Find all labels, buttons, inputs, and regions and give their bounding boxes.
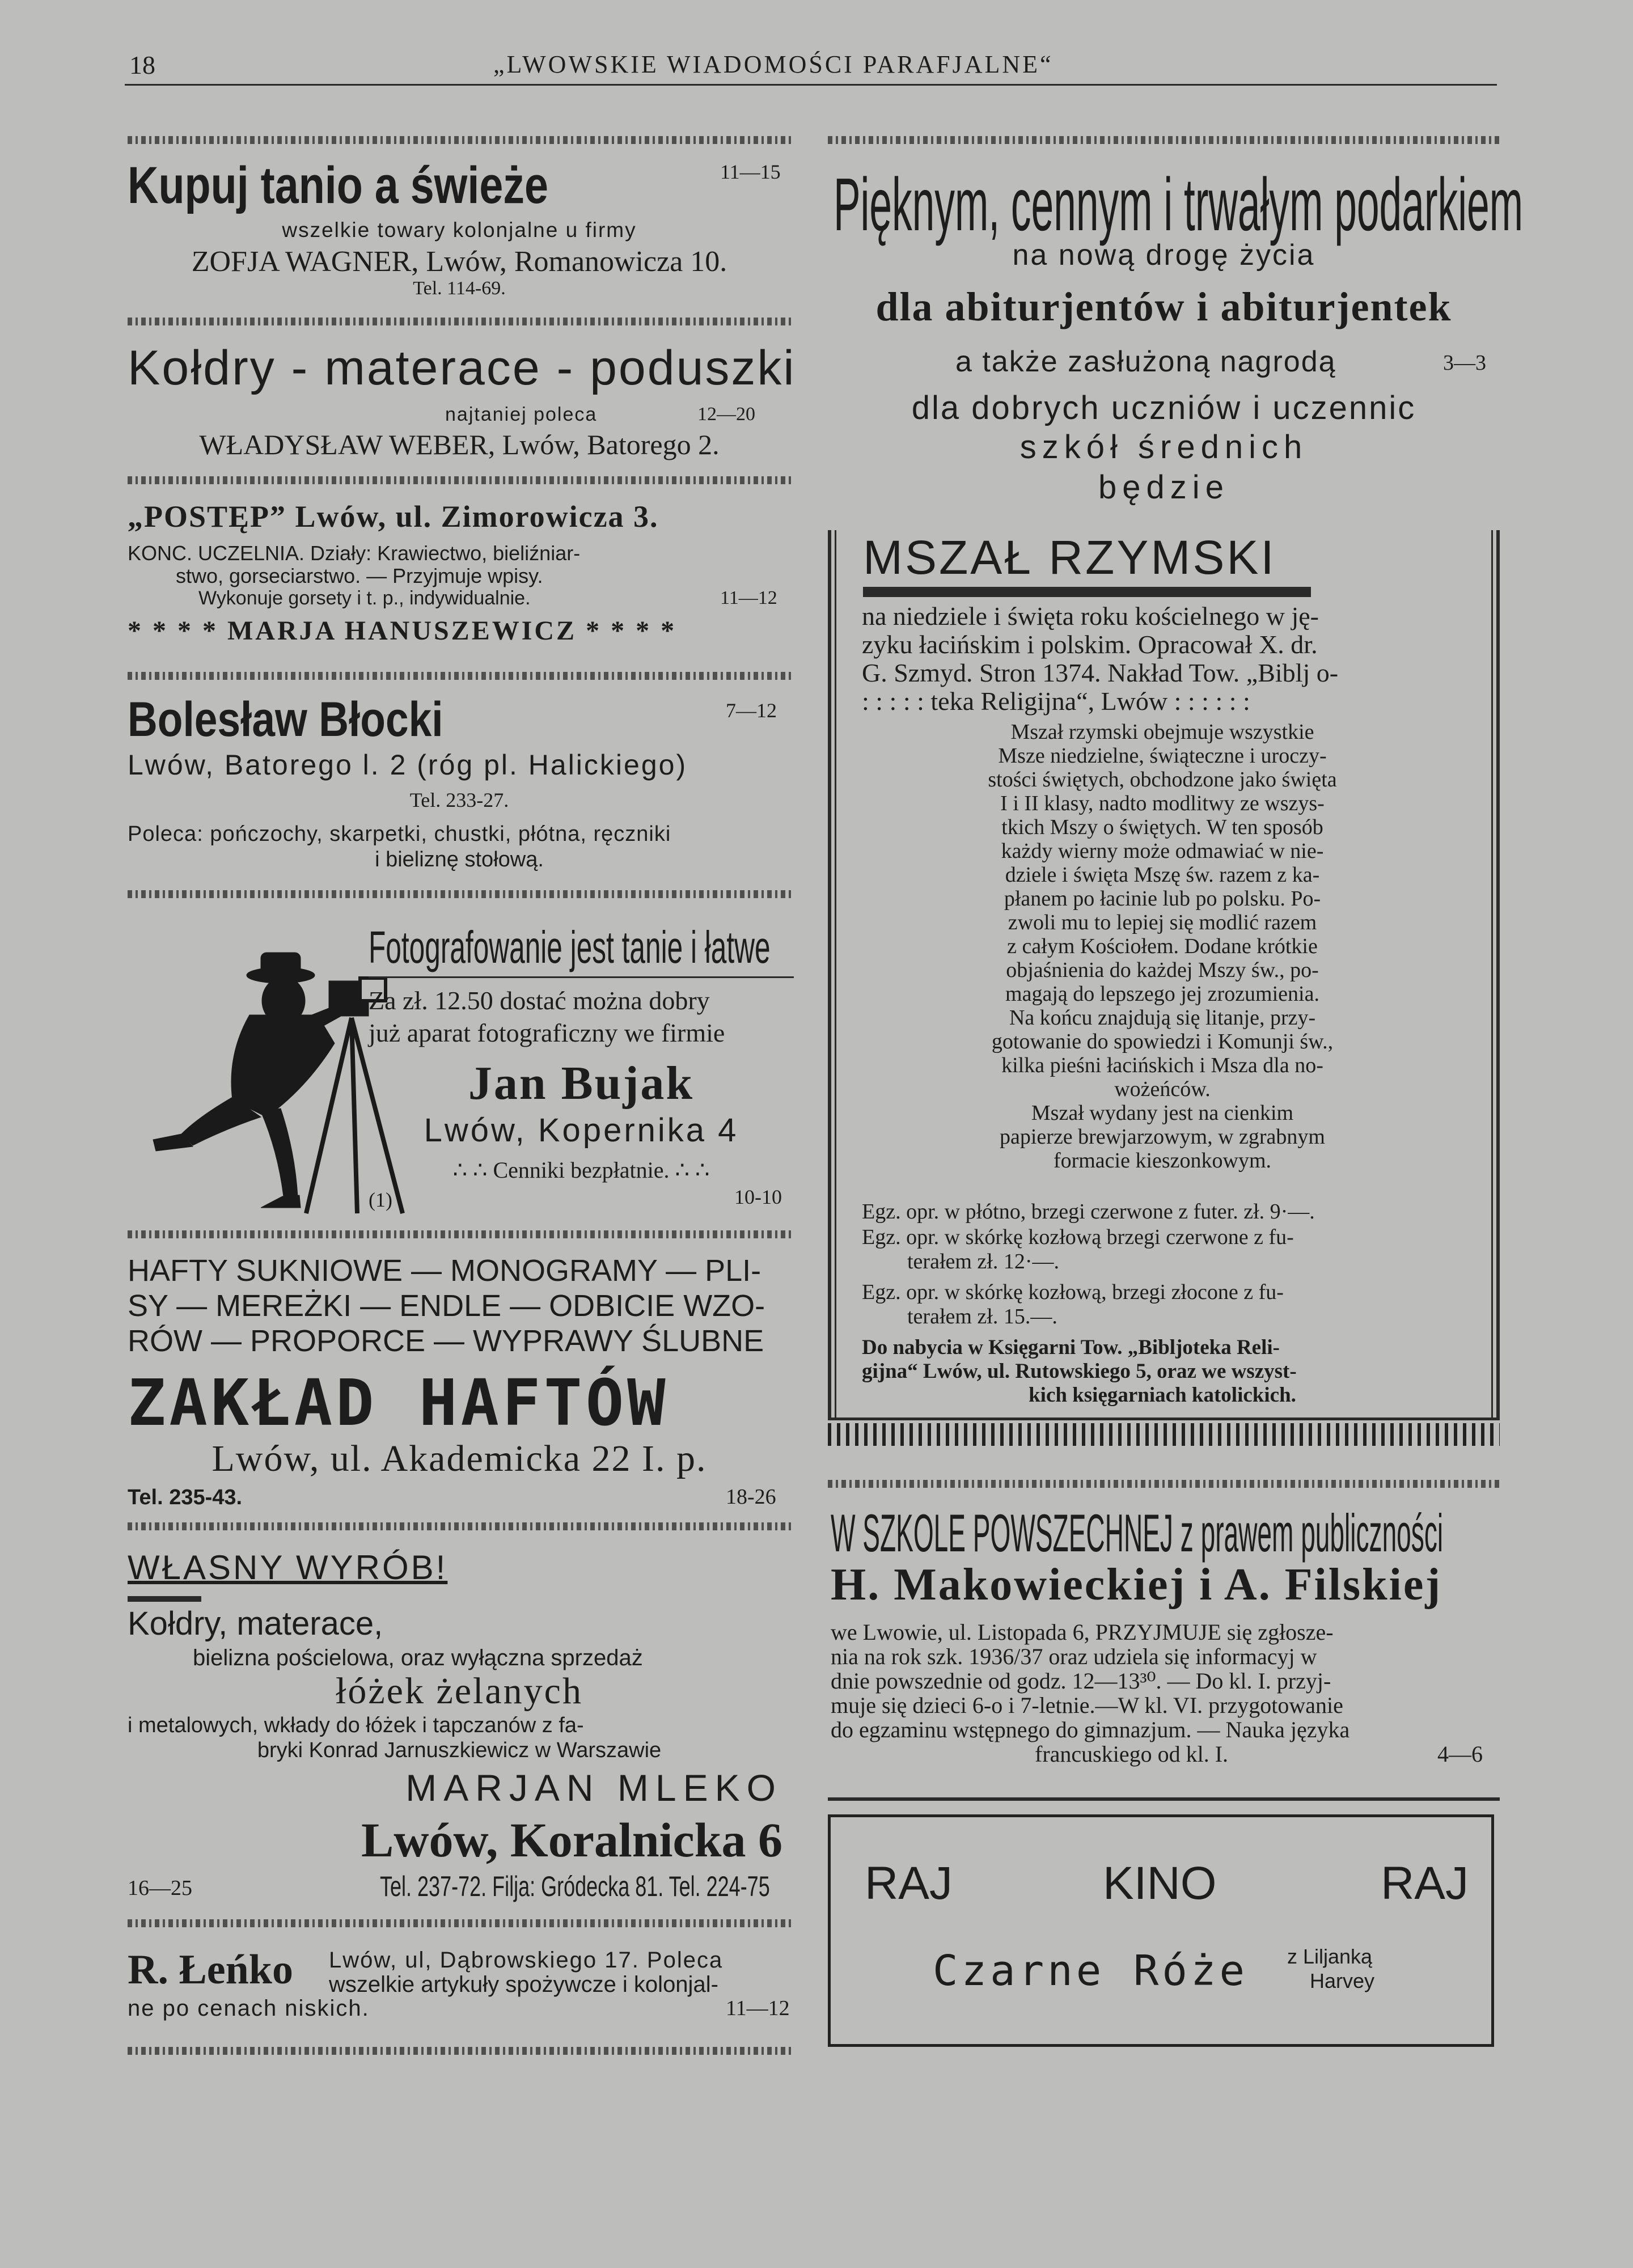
ornament-divider bbox=[128, 476, 794, 484]
mszal-price2-l1: Egz. opr. w skórkę kozłową brzegi czerwone z fu- bbox=[862, 1225, 1294, 1249]
mszal-box-fringe bbox=[828, 1423, 1500, 1446]
lenko-line2: wszelkie artykuły spożywcze i kolonjal- bbox=[329, 1972, 718, 1997]
page-number: 18 bbox=[129, 50, 155, 79]
mszal-line3: a także zasłużoną nagrodą bbox=[955, 345, 1336, 378]
kino-raj-left: RAJ bbox=[865, 1857, 953, 1909]
lenko-line1: Lwów, ul, Dąbrowskiego 17. Poleca bbox=[329, 1948, 724, 1973]
mszal-headline: Pięknym, cennym i trwałym podarkiem bbox=[834, 163, 1524, 246]
ornament-divider bbox=[128, 1522, 794, 1530]
postep-line4: * * * * MARJA HANUSZEWICZ * * * * bbox=[128, 616, 677, 646]
mszal-desc-line: Mszał wydany jest na cienkim bbox=[1031, 1101, 1294, 1125]
ornament-divider bbox=[828, 136, 1500, 144]
lenko-line3: ne po cenach niskich. bbox=[128, 1996, 370, 2021]
haftow-line2: SY — MEREŻKI — ENDLE — ODBICIE WZO- bbox=[128, 1289, 765, 1323]
ornament-divider bbox=[828, 1480, 1500, 1488]
weber-code: 12—20 bbox=[697, 404, 755, 425]
mszal-box bbox=[828, 530, 1500, 1420]
mszal-desc-line: Na końcu znajdują się litanje, przy- bbox=[1009, 1006, 1316, 1030]
haftow-headline: ZAKŁAD HAFTÓW bbox=[128, 1366, 669, 1440]
ornament-divider bbox=[128, 890, 794, 898]
mleko-bar bbox=[128, 1596, 201, 1602]
lenko-name: R. Łeńko bbox=[128, 1947, 293, 1993]
mleko-address: Lwów, Koralnicka 6 bbox=[361, 1813, 782, 1867]
mszal-desc-line: stości świętych, obchodzone jako święta bbox=[988, 768, 1337, 792]
mszal-desc-line: z całym Kościołem. Dodane krótkie bbox=[1007, 934, 1318, 958]
ornament-divider bbox=[128, 1919, 794, 1927]
mszal-desc-line: formacie kieszonkowym. bbox=[1053, 1149, 1272, 1173]
szkola-l1: we Lwowie, ul. Listopada 6, PRZYJMUJE się zgłosze- bbox=[831, 1619, 1334, 1645]
bujak-note: ∴ ∴ Cenniki bezpłatnie. ∴ ∴ bbox=[452, 1157, 710, 1183]
ornament-divider bbox=[128, 136, 794, 144]
bujak-rule bbox=[369, 976, 794, 978]
mszal-p1-l2: zyku łacińskim i polskim. Opracował X. dr. bbox=[862, 630, 1318, 659]
bujak-line1: Za zł. 12.50 dostać można dobry bbox=[369, 986, 710, 1015]
mszal-code: 3—3 bbox=[1443, 351, 1486, 375]
ornament-divider bbox=[128, 1230, 794, 1238]
mszal-desc-line: zwoli mu to lepiej się modlić razem bbox=[1008, 911, 1317, 934]
blocki-headline: Bolesław Błocki bbox=[128, 692, 443, 747]
bujak-left-code: (1) bbox=[369, 1188, 392, 1211]
left-column bbox=[125, 0, 805, 2268]
mszal-desc-line: Msze niedzielne, świąteczne i uroczy- bbox=[998, 744, 1327, 768]
mszal-box-bottom bbox=[828, 1417, 1500, 1420]
postep-line2: stwo, gorseciarstwo. — Przyjmuje wpisy. bbox=[176, 564, 543, 587]
mszal-line4: dla dobrych uczniów i uczennic bbox=[911, 390, 1416, 426]
mszal-desc-line: objaśnienia do każdej Mszy św., po- bbox=[1006, 958, 1319, 982]
haftow-line1: HAFTY SUKNIOWE — MONOGRAMY — PLI- bbox=[128, 1254, 761, 1288]
mszal-desc-line: I i II klasy, nadto modlitwy ze wszys- bbox=[1000, 792, 1325, 815]
mszal-desc-line: płanem po łacinie lub po polsku. Po- bbox=[1004, 887, 1321, 911]
weber-line2: WŁADYSŁAW WEBER, Lwów, Batorego 2. bbox=[199, 429, 720, 460]
szkola-l5: do egzaminu wstępnego do gimnazjum. — Nauka języka bbox=[831, 1717, 1350, 1742]
mszal-line6: będzie bbox=[1098, 469, 1229, 506]
blocki-line1: Lwów, Batorego l. 2 (róg pl. Halickiego) bbox=[128, 749, 688, 781]
ornament-divider bbox=[128, 2047, 794, 2055]
mszal-price3-l1: Egz. opr. w skórkę kozłową, brzegi złocone z fu- bbox=[862, 1280, 1284, 1304]
mszal-order-l1: Do nabycia w Księgarni Tow. „Bibljoteka Reli- bbox=[862, 1336, 1280, 1359]
mszal-price1: Egz. opr. w płótno, brzegi czerwone z futer. zł. 9·—. bbox=[862, 1200, 1315, 1224]
mleko-name: MARJAN MLEKO bbox=[405, 1767, 782, 1809]
mleko-line3: łóżek żelanych bbox=[336, 1670, 583, 1712]
mszal-order-l2: gijna“ Lwów, ul. Rutowskiego 5, oraz we wszyst- bbox=[862, 1360, 1297, 1383]
mszal-desc-line: papierze brewjarzowym, w zgrabnym bbox=[1000, 1125, 1325, 1149]
mszal-desc-line: każdy wierny może odmawiać w nie- bbox=[1001, 839, 1324, 863]
blocki-line3: i bieliznę stołową. bbox=[375, 848, 544, 871]
mszal-desc-line: tkich Mszy o świętych. W ten sposób bbox=[1001, 815, 1323, 839]
szkola-l2: nia na rok szk. 1936/37 oraz udziela się informacyj w bbox=[831, 1644, 1317, 1669]
mleko-headline: WŁASNY WYRÓB! bbox=[128, 1548, 448, 1586]
postep-line1: KONC. UCZELNIA. Działy: Krawiectwo, bieliźniar- bbox=[128, 541, 581, 565]
postep-code: 11—12 bbox=[720, 587, 777, 608]
mleko-tel: Tel. 237-72. Filja: Gródecka 81. Tel. 224-75 bbox=[380, 1871, 770, 1902]
kino-title: Czarne Róże bbox=[933, 1947, 1249, 1995]
haftow-tel: Tel. 235-43. bbox=[128, 1486, 243, 1509]
szkola-l4: muje się dzieci 6-o i 7-letnie.—W kl. VI. przygotowanie bbox=[831, 1692, 1343, 1718]
szkola-names: H. Makowieckiej i A. Filskiej bbox=[831, 1560, 1442, 1610]
mleko-line5: bryki Konrad Jarnuszkiewicz w Warszawie bbox=[257, 1738, 662, 1762]
mleko-line4: i metalowych, wkłady do łóżek i tapczanów z fa- bbox=[128, 1713, 584, 1737]
bujak-address: Lwów, Kopernika 4 bbox=[424, 1112, 739, 1149]
kino-raj-right: RAJ bbox=[1381, 1857, 1469, 1909]
haftow-line3: RÓW — PROPORCE — WYPRAWY ŚLUBNE bbox=[128, 1324, 764, 1358]
mszal-price3-l2: terałem zł. 15.—. bbox=[907, 1305, 1057, 1328]
postep-line3: Wykonuje gorsety i t. p., indywidualnie. bbox=[198, 587, 531, 609]
mszal-title: MSZAŁ RZYMSKI bbox=[863, 531, 1276, 584]
lenko-code: 11—12 bbox=[726, 1996, 790, 2020]
blocki-line2: Poleca: pończochy, skarpetki, chustki, płótna, ręczniki bbox=[128, 822, 671, 846]
weber-line1: najtaniej poleca bbox=[445, 404, 598, 425]
mszal-p1-l3: G. Szmyd. Stron 1374. Nakład Tow. „Biblj o- bbox=[862, 658, 1339, 687]
szkola-headline: W SZKOLE POWSZECHNEJ z prawem publiczności bbox=[831, 1503, 1444, 1563]
blocki-tel: Tel. 233-27. bbox=[409, 789, 509, 811]
bujak-name: Jan Bujak bbox=[468, 1057, 695, 1110]
mszal-title-bar bbox=[863, 587, 1311, 597]
blocki-code: 7—12 bbox=[726, 699, 777, 722]
bujak-headline: Fotografowanie jest tanie i łatwe bbox=[369, 922, 771, 972]
mleko-code: 16—25 bbox=[128, 1876, 192, 1900]
mszal-desc-line: magają do lepszego jej zrozumienia. bbox=[1005, 982, 1319, 1006]
postep-headline: „POSTĘP” Lwów, ul. Zimorowicza 3. bbox=[128, 500, 659, 534]
right-column bbox=[828, 0, 1524, 2268]
kino-with1: z Liljanką bbox=[1287, 1945, 1373, 1968]
kino-with2: Harvey bbox=[1310, 1969, 1375, 1992]
mszal-line2: dla abiturjentów i abiturjentek bbox=[875, 284, 1452, 329]
szkola-l6: francuskiego od kl. I. bbox=[1035, 1741, 1229, 1767]
szkola-code: 4—6 bbox=[1437, 1741, 1483, 1767]
mszal-desc-line: dziele i święta Mszę św. razem z ka- bbox=[1005, 863, 1320, 887]
wagner-headline: Kupuj tanio a świeże bbox=[128, 156, 548, 214]
wagner-line1: wszelkie towary kolonjalne u firmy bbox=[282, 218, 637, 242]
mleko-line2: bielizna pościelowa, oraz wyłączna sprzedaż bbox=[193, 1645, 643, 1670]
mszal-description bbox=[862, 720, 1463, 1173]
mszal-line5: szkół średnich bbox=[1019, 429, 1308, 466]
mszal-p1-l4: : : : : : teka Religijna“, Lwów : : : : : : bbox=[862, 687, 1250, 716]
kino-box bbox=[828, 1814, 1494, 2047]
running-title: „LWOWSKIE WIADOMOŚCI PARAFJALNE“ bbox=[493, 50, 1054, 78]
haftow-code: 18-26 bbox=[726, 1485, 776, 1509]
wagner-code: 11—15 bbox=[720, 160, 781, 183]
mszal-desc-line: gotowanie do spowiedzi i Komunji św., bbox=[991, 1030, 1334, 1053]
weber-headline: Kołdry - materace - poduszki bbox=[128, 341, 796, 395]
kino-rule-top bbox=[828, 1797, 1500, 1801]
mszal-line1: na nową drogę życia bbox=[1012, 239, 1315, 272]
kino-label: KINO bbox=[1103, 1857, 1217, 1909]
haftow-address: Lwów, ul. Akademicka 22 I. p. bbox=[211, 1438, 707, 1479]
szkola-l3: dnie powszednie od godz. 12—13³⁰. — Do kl. I. przyj- bbox=[831, 1668, 1331, 1694]
bujak-line2: już aparat fotograficzny we firmie bbox=[369, 1018, 725, 1047]
mszal-desc-line: kilka pieśni łacińskich i Msza dla no- bbox=[1001, 1053, 1323, 1077]
mszal-order-l3: kich księgarniach katolickich. bbox=[1029, 1383, 1296, 1407]
wagner-tel: Tel. 114-69. bbox=[413, 278, 506, 299]
mszal-p1-l1: na niedziele i święta roku kościelnego w ję- bbox=[862, 602, 1319, 631]
bujak-code: 10-10 bbox=[734, 1186, 782, 1208]
mszal-price2-l2: terałem zł. 12·—. bbox=[907, 1250, 1060, 1273]
ornament-divider bbox=[128, 672, 794, 680]
mszal-desc-line: wożeńców. bbox=[1114, 1077, 1211, 1101]
wagner-line2: ZOFJA WAGNER, Lwów, Romanowicza 10. bbox=[191, 246, 727, 278]
ornament-divider bbox=[128, 318, 794, 325]
mleko-line1: Kołdry, materace, bbox=[128, 1605, 383, 1642]
mszal-desc-line: Mszał rzymski obejmuje wszystkie bbox=[1010, 720, 1314, 744]
